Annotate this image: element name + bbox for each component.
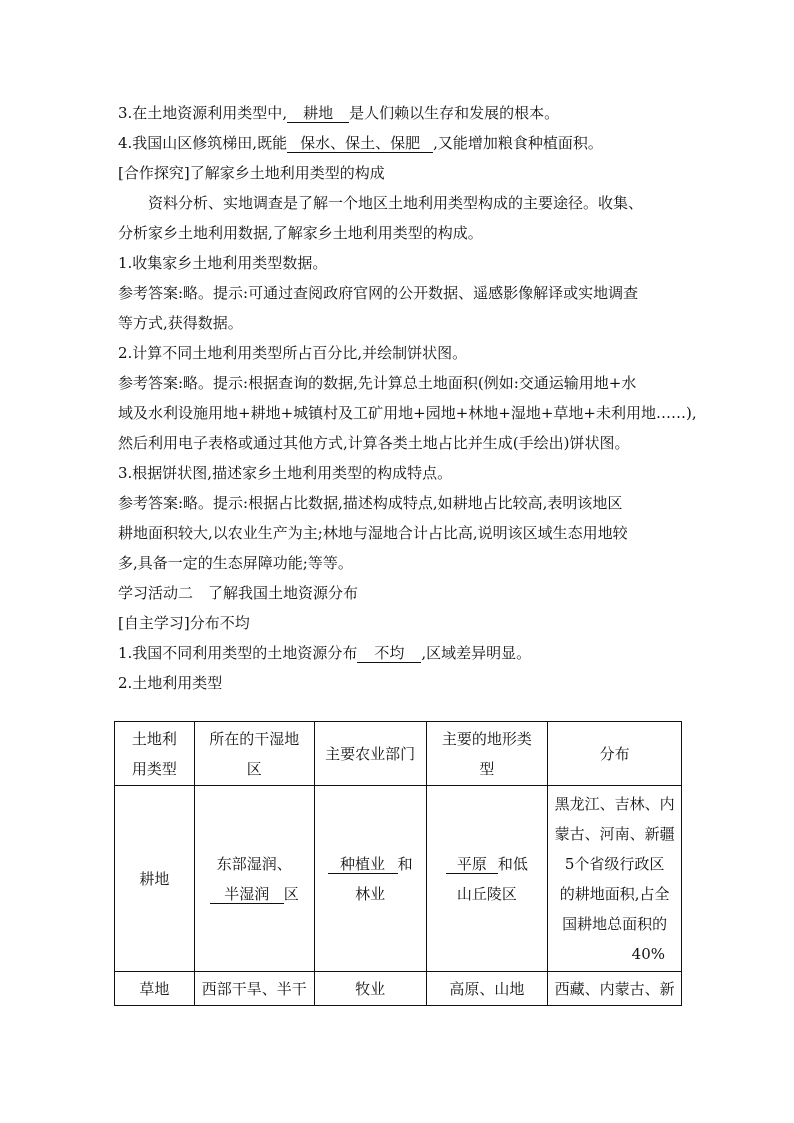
- answer-blank: 耕地: [287, 104, 349, 123]
- answer-2: 参考答案:略。提示:根据查询的数据,先计算总土地面积(例如:交通运输用地+水: [118, 374, 637, 392]
- answer-blank: 平原: [446, 855, 498, 874]
- land-use-table: [114, 721, 682, 1006]
- answer-3: 耕地面积较大,以农业生产为主;林地与湿地合计占比高,说明该区域生态用地较: [118, 524, 628, 542]
- paragraph: 资料分析、实地调查是了解一个地区土地利用类型构成的主要途径。收集、: [148, 194, 644, 212]
- section-title-coop: [合作探究]了解家乡土地利用类型的构成: [118, 164, 385, 182]
- header-cell: 主要的地形类 型: [426, 722, 548, 786]
- answer-blank: 保水、保土、保肥: [287, 134, 433, 153]
- question-4: 4.我国山区修筑梯田,既能 保水、保土、保肥 ,又能增加粮食种植面积。: [118, 134, 603, 152]
- answer-blank: 种植业: [328, 855, 398, 874]
- question-3: 3.在土地资源利用类型中, 耕地 是人们赖以生存和发展的根本。: [118, 104, 560, 122]
- paragraph: 分析家乡土地利用数据,了解家乡土地利用类型的构成。: [118, 224, 483, 242]
- answer-2: 然后利用电子表格或通过其他方式,计算各类土地占比并生成(手绘出)饼状图。: [118, 434, 630, 452]
- answer-2: 域及水利设施用地+耕地+城镇村及工矿用地+园地+林地+湿地+草地+未利用地……),: [118, 404, 697, 422]
- self-study-2: 2.土地利用类型: [118, 674, 223, 692]
- task-3: 3.根据饼状图,描述家乡土地利用类型的构成特点。: [118, 464, 453, 482]
- table-row: [115, 972, 682, 1006]
- cell-terrain: 高原、山地: [426, 972, 548, 1006]
- header-cell: 所在的干湿地 区: [194, 722, 314, 786]
- section-title-activity-2: 学习活动二 了解我国土地资源分布: [118, 584, 359, 602]
- cell-region: 东部湿润、 半湿润 区: [194, 786, 314, 972]
- answer-1: 参考答案:略。提示:可通过查阅政府官网的公开数据、遥感影像解译或实地调查: [118, 284, 639, 302]
- cell-distribution: 黑龙江、吉林、内 蒙古、河南、新疆 5个省级行政区 的耕地面积,占全 国耕地总面积的 40%: [548, 786, 682, 972]
- cell-terrain: 平原 和低 山丘陵区: [426, 786, 548, 972]
- answer-blank: 不均: [357, 644, 421, 663]
- cell-type: 耕地: [115, 786, 195, 972]
- header-cell: 主要农业部门: [314, 722, 426, 786]
- cell-sector: 种植业 和 林业: [314, 786, 426, 972]
- cell-region: 西部干旱、半干: [194, 972, 314, 1006]
- answer-3: 多,具备一定的生态屏障功能;等等。: [118, 554, 353, 572]
- document-body: [118, 98, 697, 698]
- self-study-1: 1.我国不同利用类型的土地资源分布 不均 ,区域差异明显。: [118, 644, 532, 662]
- cell-type: 草地: [115, 972, 195, 1006]
- answer-blank: 半湿润: [210, 885, 284, 904]
- answer-1: 等方式,获得数据。: [118, 314, 243, 332]
- cell-sector: 牧业: [314, 972, 426, 1006]
- header-cell: 土地利 用类型: [115, 722, 195, 786]
- table-row: [115, 786, 682, 972]
- task-2: 2.计算不同土地利用类型所占百分比,并绘制饼状图。: [118, 344, 468, 362]
- answer-3: 参考答案:略。提示:根据占比数据,描述构成特点,如耕地占比较高,表明该地区: [118, 494, 623, 512]
- section-title-self-study: [自主学习]分布不均: [118, 614, 250, 632]
- table-header-row: [115, 722, 682, 786]
- task-1: 1.收集家乡土地利用类型数据。: [118, 254, 328, 272]
- header-cell: 分布: [548, 722, 682, 786]
- cell-distribution: 西藏、内蒙古、新: [548, 972, 682, 1006]
